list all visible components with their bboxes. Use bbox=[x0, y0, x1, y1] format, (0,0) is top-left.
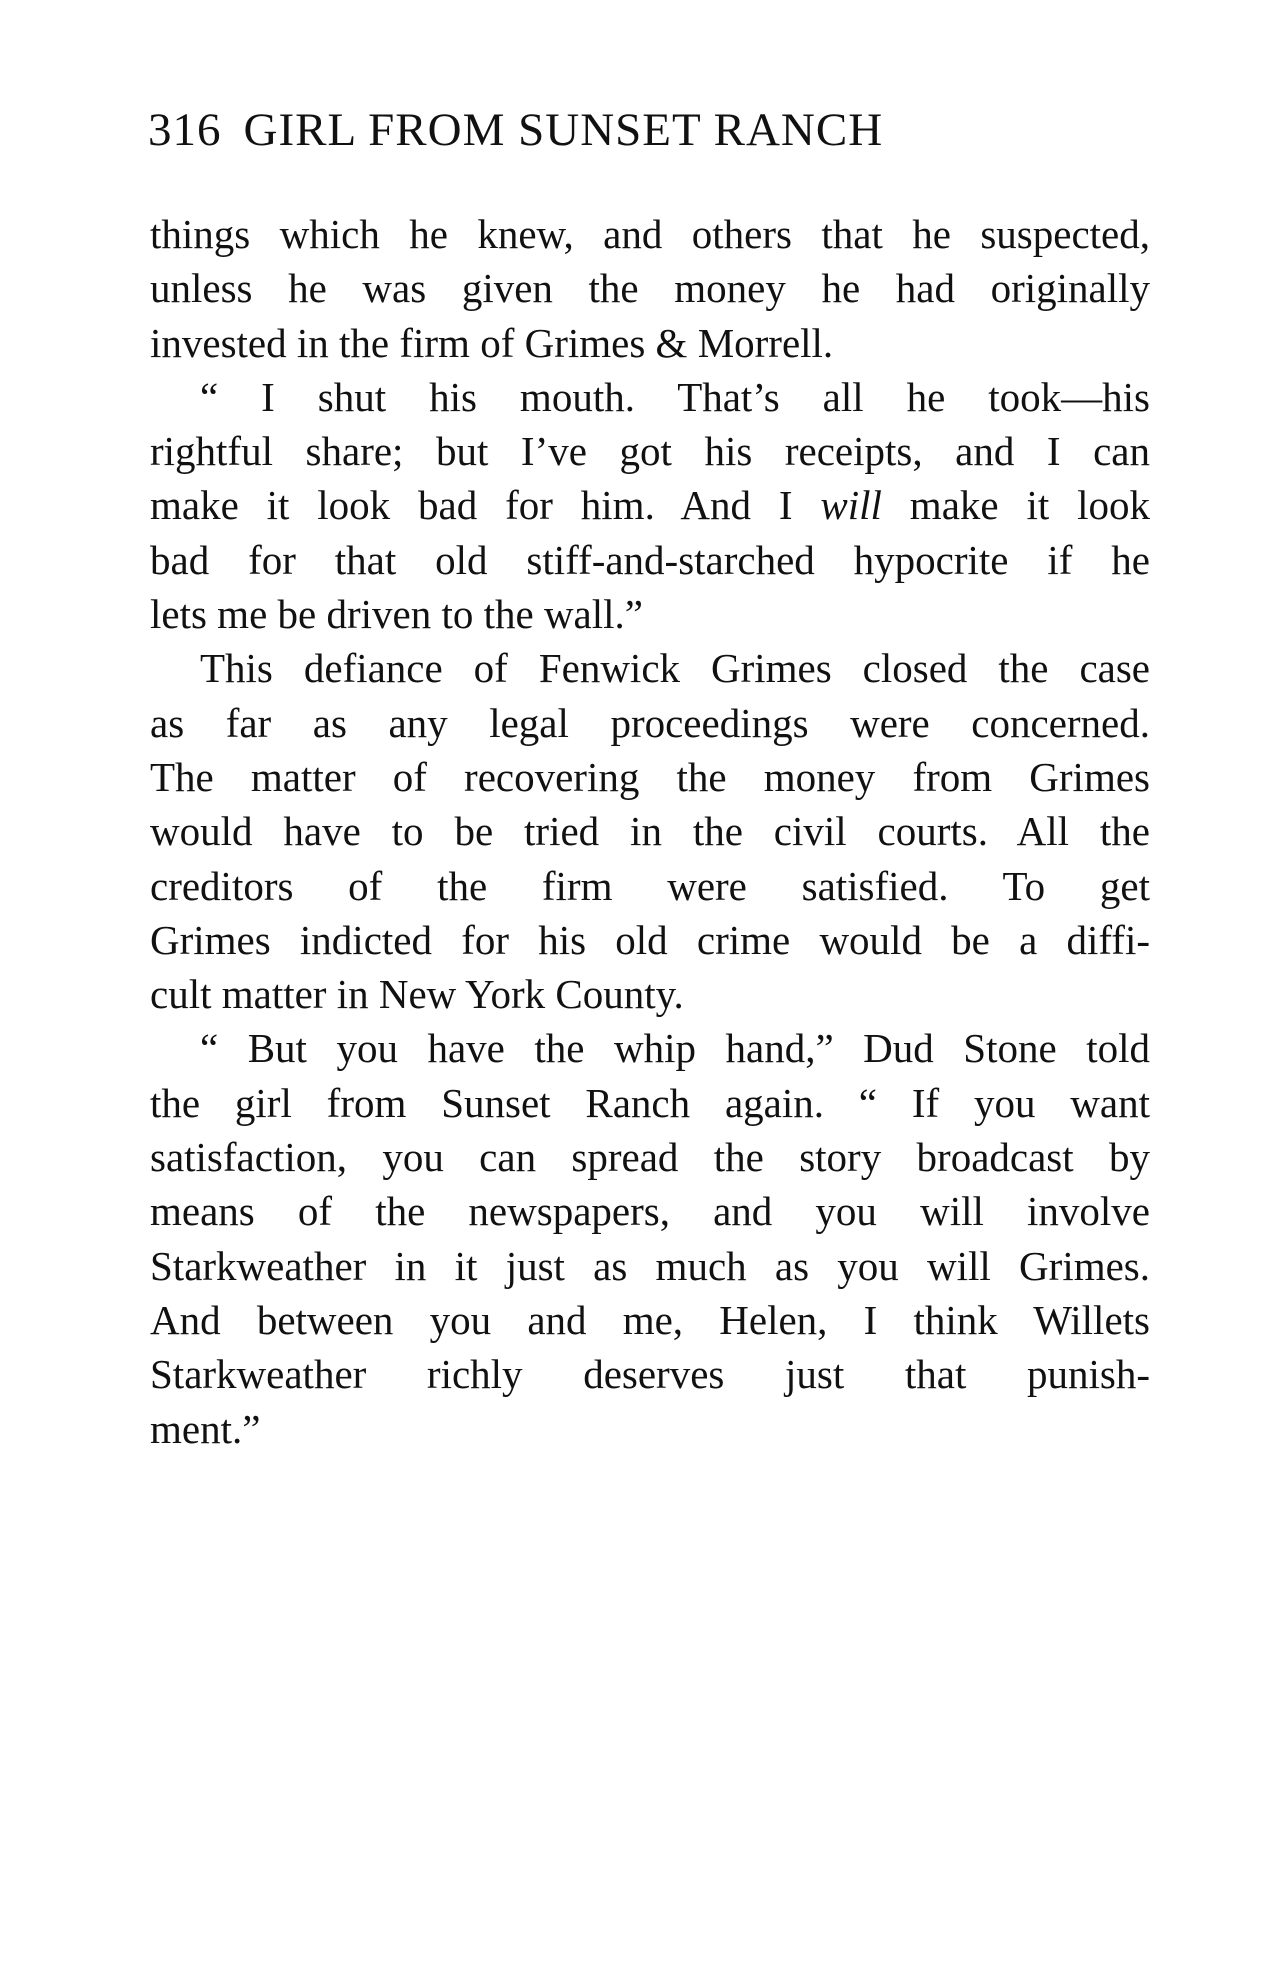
text-line: means of the newspapers, and you will involve bbox=[150, 1188, 1150, 1235]
text-line: The matter of recovering the money from Grimes bbox=[150, 753, 1150, 800]
text-line: lets me be driven to the wall.” bbox=[150, 591, 643, 638]
paragraph bbox=[150, 1021, 1150, 1455]
text-line: invested in the firm of Grimes & Morrell. bbox=[150, 319, 834, 366]
text-line: creditors of the firm were satisfied. To get bbox=[150, 862, 1150, 909]
text-line: Starkweather in it just as much as you will Grimes. bbox=[150, 1242, 1150, 1289]
text-line: bad for that old stiff-and-starched hypocrite if he bbox=[150, 536, 1150, 583]
page-number: 316 bbox=[148, 104, 222, 156]
emphasized-word: will bbox=[820, 482, 882, 529]
text-line: unless he was given the money he had originally bbox=[150, 265, 1150, 312]
text-line: Grimes indicted for his old crime would be a diffi- bbox=[150, 916, 1150, 963]
text-line: Starkweather richly deserves just that punish- bbox=[150, 1351, 1150, 1398]
body-text bbox=[150, 207, 1150, 1456]
paragraph bbox=[150, 370, 1150, 641]
paragraph bbox=[150, 641, 1150, 1021]
paragraph bbox=[150, 207, 1150, 370]
text-line: would have to be tried in the civil courts. All the bbox=[150, 808, 1150, 855]
text-line: cult matter in New York County. bbox=[150, 971, 684, 1018]
text-line: satisfaction, you can spread the story broadcast by bbox=[150, 1134, 1150, 1181]
text-line: rightful share; but I’ve got his receipts, and I can bbox=[150, 428, 1150, 475]
text-fragment: make it look bbox=[881, 482, 1150, 529]
text-fragment: make it look bad for him. And I bbox=[150, 482, 821, 529]
book-title: GIRL FROM SUNSET RANCH bbox=[243, 104, 884, 156]
text-line bbox=[150, 478, 1150, 532]
text-line: “ But you have the whip hand,” Dud Stone told bbox=[200, 1025, 1150, 1072]
text-line: This defiance of Fenwick Grimes closed the case bbox=[200, 645, 1150, 692]
text-line: ment.” bbox=[150, 1405, 261, 1452]
text-line: as far as any legal proceedings were concerned. bbox=[150, 699, 1150, 746]
text-line: things which he knew, and others that he suspected, bbox=[150, 211, 1150, 257]
running-head bbox=[148, 100, 1148, 160]
text-line: And between you and me, Helen, I think Willets bbox=[150, 1296, 1150, 1343]
text-line: “ I shut his mouth. That’s all he took—his bbox=[200, 373, 1150, 420]
text-line: the girl from Sunset Ranch again. “ If you want bbox=[150, 1079, 1150, 1126]
